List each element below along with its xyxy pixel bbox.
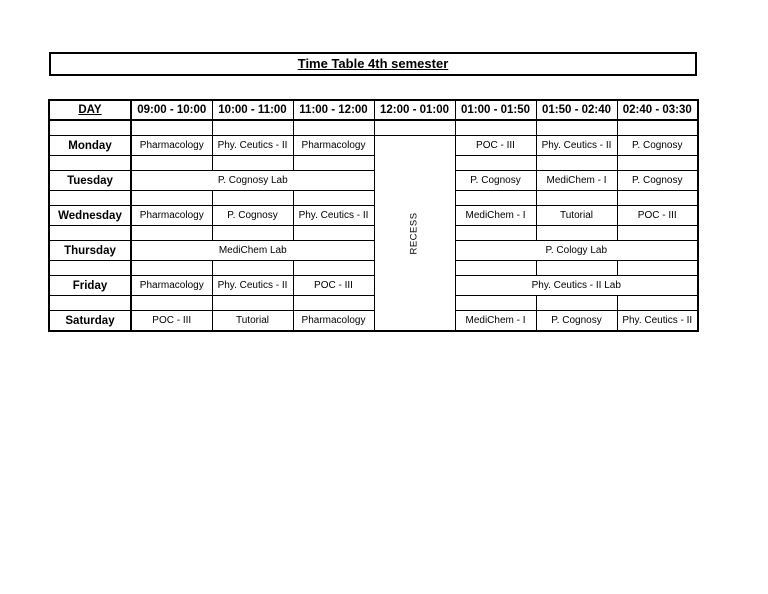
cell-wednesday-6: Tutorial — [536, 206, 617, 226]
header-slot-6: 01:50 - 02:40 — [536, 100, 617, 120]
cell-monday-3: Pharmacology — [293, 136, 374, 156]
header-slot-7: 02:40 - 03:30 — [617, 100, 698, 120]
day-monday: Monday — [49, 136, 131, 156]
cell-friday-afternoon-lab: Phy. Ceutics - II Lab — [455, 276, 698, 296]
spacer-row — [49, 156, 698, 171]
cell-saturday-3: Pharmacology — [293, 311, 374, 332]
cell-monday-2: Phy. Ceutics - II — [212, 136, 293, 156]
header-slot-3: 11:00 - 12:00 — [293, 100, 374, 120]
title-box — [49, 52, 697, 76]
spacer-row — [49, 191, 698, 206]
row-tuesday — [49, 171, 698, 191]
day-saturday: Saturday — [49, 311, 131, 332]
cell-wednesday-1: Pharmacology — [131, 206, 212, 226]
cell-monday-1: Pharmacology — [131, 136, 212, 156]
header-slot-5: 01:00 - 01:50 — [455, 100, 536, 120]
row-thursday — [49, 241, 698, 261]
spacer-row — [49, 296, 698, 311]
header-slot-4: 12:00 - 01:00 — [374, 100, 455, 120]
cell-wednesday-2: P. Cognosy — [212, 206, 293, 226]
row-monday — [49, 136, 698, 156]
cell-thursday-morning-lab: MediChem Lab — [131, 241, 374, 261]
cell-monday-6: Phy. Ceutics - II — [536, 136, 617, 156]
day-wednesday: Wednesday — [49, 206, 131, 226]
spacer-row — [49, 261, 698, 276]
cell-wednesday-5: MediChem - I — [455, 206, 536, 226]
row-friday — [49, 276, 698, 296]
cell-wednesday-3: Phy. Ceutics - II — [293, 206, 374, 226]
day-thursday: Thursday — [49, 241, 131, 261]
cell-tuesday-7: P. Cognosy — [617, 171, 698, 191]
header-slot-1: 09:00 - 10:00 — [131, 100, 212, 120]
day-tuesday: Tuesday — [49, 171, 131, 191]
cell-saturday-6: P. Cognosy — [536, 311, 617, 332]
day-friday: Friday — [49, 276, 131, 296]
spacer-row — [49, 226, 698, 241]
recess-cell — [374, 136, 455, 332]
header-row — [49, 100, 698, 120]
header-slot-2: 10:00 - 11:00 — [212, 100, 293, 120]
cell-tuesday-5: P. Cognosy — [455, 171, 536, 191]
spacer-row — [49, 120, 698, 136]
row-saturday — [49, 311, 698, 332]
cell-saturday-1: POC - III — [131, 311, 212, 332]
row-wednesday — [49, 206, 698, 226]
cell-monday-7: P. Cognosy — [617, 136, 698, 156]
cell-friday-1: Pharmacology — [131, 276, 212, 296]
cell-friday-2: Phy. Ceutics - II — [212, 276, 293, 296]
cell-tuesday-6: MediChem - I — [536, 171, 617, 191]
cell-monday-5: POC - III — [455, 136, 536, 156]
cell-tuesday-morning-lab: P. Cognosy Lab — [131, 171, 374, 191]
page-title: Time Table 4th semester — [297, 56, 449, 71]
cell-saturday-5: MediChem - I — [455, 311, 536, 332]
header-day: DAY — [49, 100, 131, 120]
cell-saturday-2: Tutorial — [212, 311, 293, 332]
cell-saturday-7: Phy. Ceutics - II — [617, 311, 698, 332]
cell-thursday-afternoon-lab: P. Cology Lab — [455, 241, 698, 261]
recess-label: RECESS — [408, 211, 420, 255]
timetable — [48, 99, 699, 332]
cell-wednesday-7: POC - III — [617, 206, 698, 226]
cell-friday-3: POC - III — [293, 276, 374, 296]
